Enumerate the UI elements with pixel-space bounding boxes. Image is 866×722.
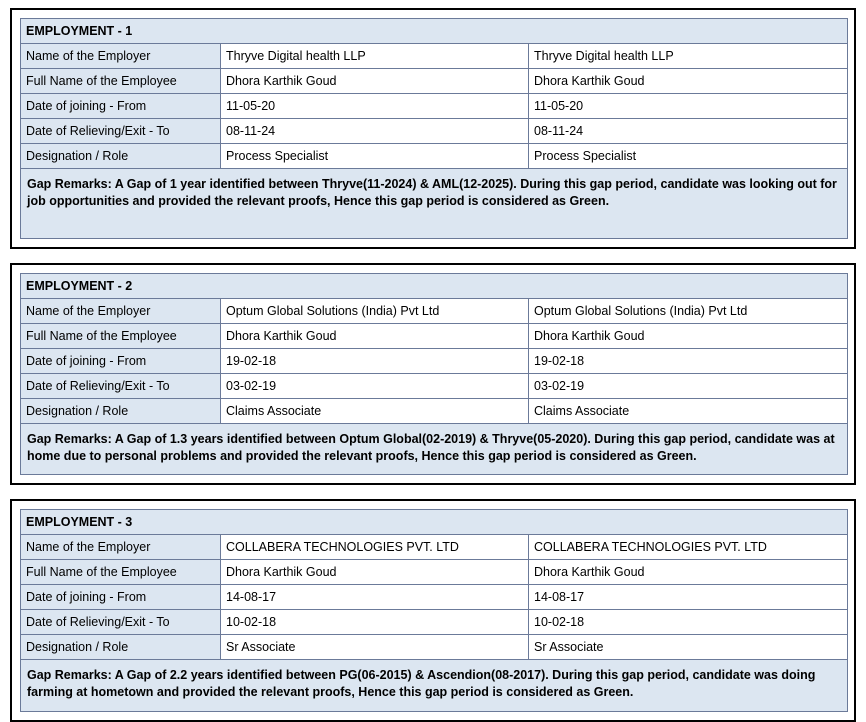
table-header-row — [21, 274, 848, 299]
row-verified-value: COLLABERA TECHNOLOGIES PVT. LTD — [529, 535, 848, 560]
row-label: Date of Relieving/Exit - To — [21, 119, 221, 144]
row-verified-value: Thryve Digital health LLP — [529, 44, 848, 69]
table-row — [21, 299, 848, 324]
employment-table-1 — [20, 18, 848, 169]
row-declared-value: 14-08-17 — [221, 585, 529, 610]
row-verified-value: Dhora Karthik Goud — [529, 324, 848, 349]
table-row — [21, 119, 848, 144]
row-label: Date of joining - From — [21, 585, 221, 610]
employment-header-label: EMPLOYMENT - 1 — [21, 19, 848, 44]
employment-header-label: EMPLOYMENT - 2 — [21, 274, 848, 299]
row-label: Designation / Role — [21, 144, 221, 169]
table-header-row — [21, 510, 848, 535]
row-declared-value: 11-05-20 — [221, 94, 529, 119]
row-declared-value: Optum Global Solutions (India) Pvt Ltd — [221, 299, 529, 324]
row-label: Full Name of the Employee — [21, 560, 221, 585]
row-declared-value: Dhora Karthik Goud — [221, 324, 529, 349]
employment-table-2 — [20, 273, 848, 424]
row-label: Name of the Employer — [21, 299, 221, 324]
table-row — [21, 94, 848, 119]
row-declared-value: 19-02-18 — [221, 349, 529, 374]
row-declared-value: Thryve Digital health LLP — [221, 44, 529, 69]
row-verified-value: Claims Associate — [529, 399, 848, 424]
table-row — [21, 324, 848, 349]
table-row — [21, 349, 848, 374]
employment-table-3 — [20, 509, 848, 660]
row-verified-value: Dhora Karthik Goud — [529, 69, 848, 94]
employment-block-3 — [10, 499, 856, 722]
row-label: Full Name of the Employee — [21, 69, 221, 94]
row-label: Full Name of the Employee — [21, 324, 221, 349]
row-declared-value: Sr Associate — [221, 635, 529, 660]
table-row — [21, 44, 848, 69]
row-label: Date of joining - From — [21, 349, 221, 374]
table-row — [21, 374, 848, 399]
row-verified-value: 14-08-17 — [529, 585, 848, 610]
row-verified-value: Process Specialist — [529, 144, 848, 169]
row-label: Designation / Role — [21, 635, 221, 660]
row-declared-value: 10-02-18 — [221, 610, 529, 635]
row-label: Name of the Employer — [21, 44, 221, 69]
row-label: Date of joining - From — [21, 94, 221, 119]
row-verified-value: 08-11-24 — [529, 119, 848, 144]
table-row — [21, 535, 848, 560]
employment-block-1 — [10, 8, 856, 249]
row-declared-value: Dhora Karthik Goud — [221, 560, 529, 585]
gap-remarks: Gap Remarks: A Gap of 1.3 years identified between Optum Global(02-2019) & Thryve(05-2020). During this gap period, candidate was at home due to personal problems and provided the relevant proofs, Hence this gap period is considered as Green. — [20, 424, 848, 475]
row-label: Date of Relieving/Exit - To — [21, 374, 221, 399]
row-declared-value: Dhora Karthik Goud — [221, 69, 529, 94]
table-row — [21, 610, 848, 635]
row-verified-value: 10-02-18 — [529, 610, 848, 635]
table-row — [21, 69, 848, 94]
row-label: Date of Relieving/Exit - To — [21, 610, 221, 635]
table-row — [21, 560, 848, 585]
row-declared-value: 08-11-24 — [221, 119, 529, 144]
table-row — [21, 635, 848, 660]
row-verified-value: 11-05-20 — [529, 94, 848, 119]
row-verified-value: 19-02-18 — [529, 349, 848, 374]
table-row — [21, 585, 848, 610]
employment-block-2 — [10, 263, 856, 485]
row-declared-value: Claims Associate — [221, 399, 529, 424]
table-header-row — [21, 19, 848, 44]
row-label: Name of the Employer — [21, 535, 221, 560]
row-declared-value: Process Specialist — [221, 144, 529, 169]
table-row — [21, 144, 848, 169]
employment-header-label: EMPLOYMENT - 3 — [21, 510, 848, 535]
table-row — [21, 399, 848, 424]
gap-remarks: Gap Remarks: A Gap of 1 year identified between Thryve(11-2024) & AML(12-2025). During this gap period, candidate was looking out for job opportunities and provided the relevant proofs, Hence this gap period is considered as Green. — [20, 169, 848, 239]
row-label: Designation / Role — [21, 399, 221, 424]
row-verified-value: 03-02-19 — [529, 374, 848, 399]
row-verified-value: Optum Global Solutions (India) Pvt Ltd — [529, 299, 848, 324]
row-declared-value: COLLABERA TECHNOLOGIES PVT. LTD — [221, 535, 529, 560]
row-verified-value: Dhora Karthik Goud — [529, 560, 848, 585]
row-verified-value: Sr Associate — [529, 635, 848, 660]
gap-remarks: Gap Remarks: A Gap of 2.2 years identified between PG(06-2015) & Ascendion(08-2017). During this gap period, candidate was doing farming at hometown and provided the relevant proofs, Hence this gap period is considered as Green. — [20, 660, 848, 712]
row-declared-value: 03-02-19 — [221, 374, 529, 399]
